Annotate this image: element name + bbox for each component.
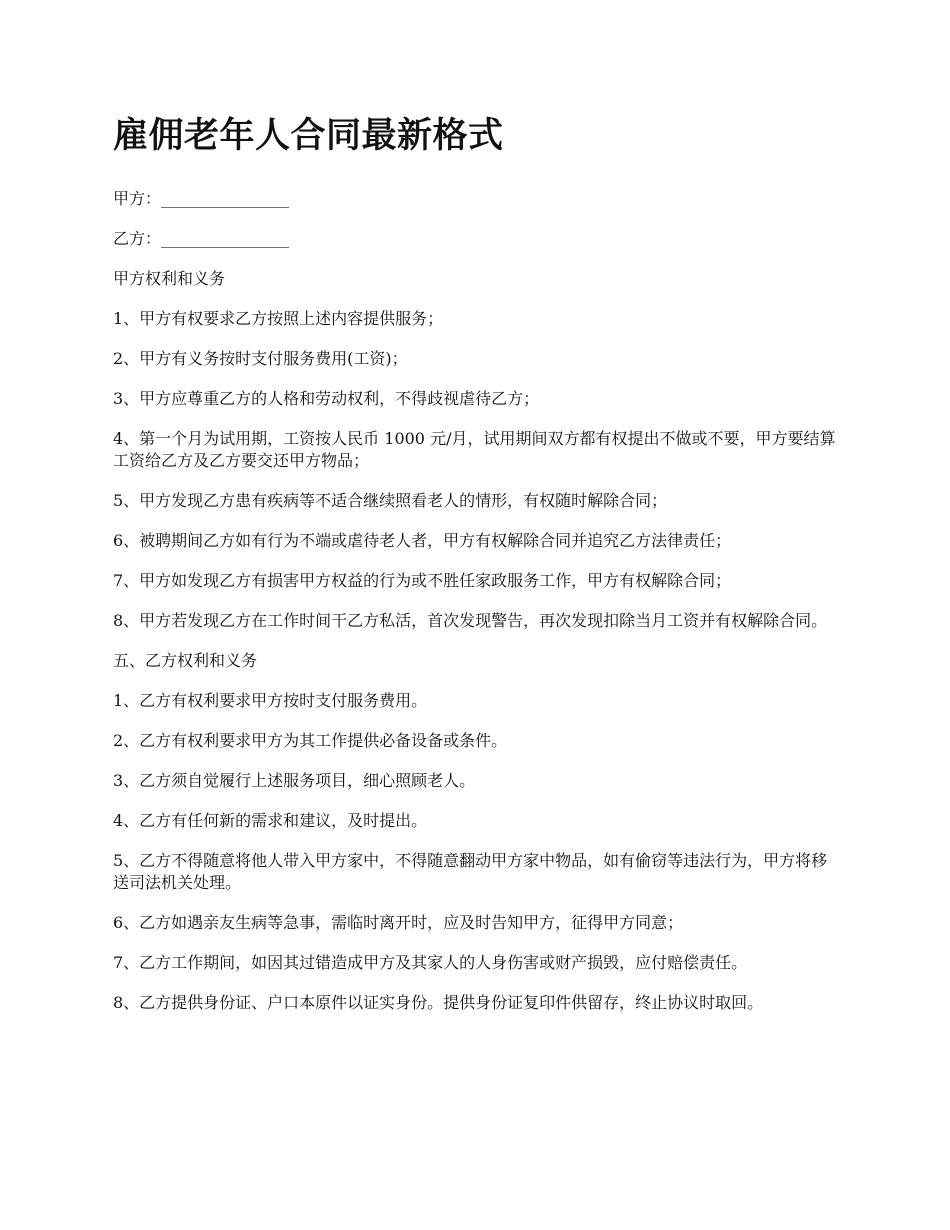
party-a-clause-3: 3、甲方应尊重乙方的人格和劳动权利，不得歧视虐待乙方；	[113, 389, 540, 408]
party-b-line: 乙方：________________	[113, 229, 290, 248]
party-a-clause-6: 6、被聘期间乙方如有行为不端或虐待老人者，甲方有权解除合同并追究乙方法律责任；	[113, 531, 732, 550]
party-a-clause-2: 2、甲方有义务按时支付服务费用(工资)；	[113, 349, 408, 368]
party-b-clause-5: 5、乙方不得随意将他人带入甲方家中，不得随意翻动甲方家中物品，如有偷窃等违法行为，甲方将移送司法机关处理。	[113, 851, 828, 892]
party-b-clause-8: 8、乙方提供身份证、户口本原件以证实身份。提供身份证复印件供留存，终止协议时取回。	[113, 993, 764, 1012]
document-title: 雇佣老年人合同最新格式	[113, 115, 504, 156]
party-b-clause-2: 2、乙方有权利要求甲方为其工作提供必备设备或条件。	[113, 731, 508, 750]
party-a-clause-7: 7、甲方如发现乙方有损害甲方权益的行为或不胜任家政服务工作，甲方有权解除合同；	[113, 571, 732, 590]
party-a-clause-8: 8、甲方若发现乙方在工作时间干乙方私活，首次发现警告，再次发现扣除当月工资并有权解除合同。	[113, 611, 828, 630]
document-page	[113, 112, 843, 1032]
party-b-clause-7: 7、乙方工作期间，如因其过错造成甲方及其家人的人身伤害或财产损毁，应付赔偿责任。	[113, 953, 748, 972]
party-b-clause-3: 3、乙方须自觉履行上述服务项目，细心照顾老人。	[113, 771, 476, 790]
party-b-clause-4: 4、乙方有任何新的需求和建议，及时提出。	[113, 811, 428, 830]
party-a-clause-1: 1、甲方有权要求乙方按照上述内容提供服务；	[113, 309, 444, 328]
section-heading-party-b: 五、乙方权利和义务	[113, 651, 258, 670]
party-b-clause-1: 1、乙方有权利要求甲方按时支付服务费用。	[113, 691, 428, 710]
party-a-clause-4: 4、第一个月为试用期，工资按人民币 1000 元/月，试用期间双方都有权提出不做或不要，甲方要结算工资给乙方及乙方要交还甲方物品；	[113, 429, 836, 470]
party-a-clause-5: 5、甲方发现乙方患有疾病等不适合继续照看老人的情形，有权随时解除合同；	[113, 491, 668, 510]
section-heading-party-a: 甲方权利和义务	[113, 269, 226, 288]
party-a-line: 甲方：________________	[113, 189, 290, 208]
party-b-clause-6: 6、乙方如遇亲友生病等急事，需临时离开时，应及时告知甲方，征得甲方同意；	[113, 913, 684, 932]
